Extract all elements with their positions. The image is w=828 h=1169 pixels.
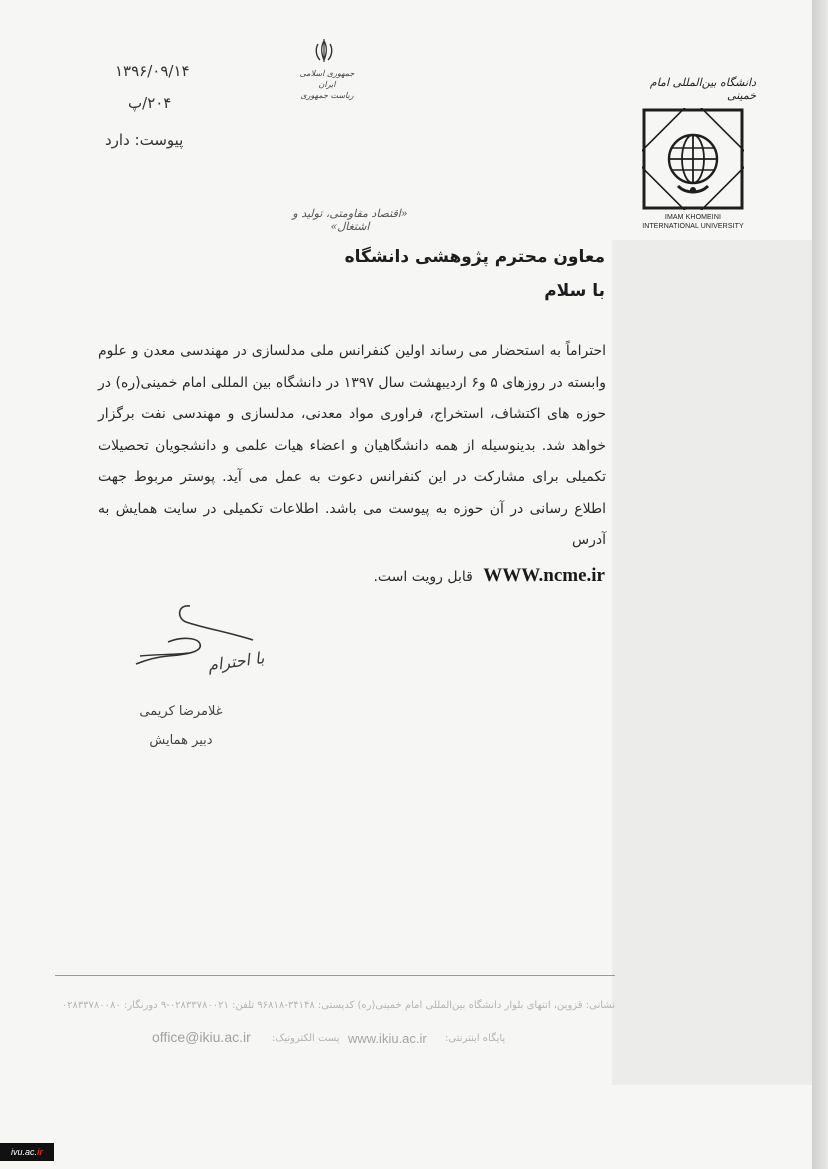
emblem-caption: جمهوری اسلامی ایران ریاست جمهوری (299, 69, 355, 100)
letter-body (98, 336, 606, 557)
footer-website: www.ikiu.ac.ir (348, 1031, 427, 1046)
conference-url: WWW.ncme.ir (483, 565, 605, 586)
footer-website-label: پایگاه اینترنتی: (445, 1033, 506, 1044)
body-paragraph: احتراماً به استحضار می رساند اولین کنفرانس ملی مدلسازی در مهندسی معدن و علوم وابسته در روزهای ۵ و۶ اردیبهشت سال ۱۳۹۷ در دانشگاه بین المللی امام خمینی(ره) در حوزه های اکتشاف، استخراج، فراوری مواد معدنی، مدلسازی و مهندسی نفت برگزار خواهد شد. بدینوسیله از همه دانشگاهیان و اعضاء هیات علمی و دانشجویان تحصیلات تکمیلی برای مشارکت در این کنفرانس دعوت به عمل می آید. پوستر مربوط جهت اطلاع رسانی در آن حوزه به پیوست می باشد. اطلاعات تکمیلی در سایت همایش به آدرس (98, 343, 606, 548)
closing-text: قابل رویت است. (373, 569, 473, 585)
letter-attachment: پیوست: دارد (105, 131, 184, 149)
slogan: «اقتصاد مقاومتی، تولید و اشتغال» (292, 207, 408, 233)
footer-email: office@ikiu.ac.ir (152, 1029, 251, 1045)
footer-address: نشانی: قزوین، انتهای بلوار دانشگاه بین‌المللی امام خمینی(ره) کدپستی: ۳۴۱۴۸-۹۶۸۱۸ تلفن: ۰۲۸۳۳۷۸۰۰۲۱-۹ دورنگار: ۰۲۸۳۳۷۸۰۰۸۰ (61, 1000, 615, 1011)
university-name-en (628, 213, 758, 231)
university-name-en-line2: INTERNATIONAL UNIVERSITY (642, 223, 744, 230)
signatory-title: دبیر همایش (149, 733, 213, 748)
letter-number: ۲۰۴/پ (128, 94, 172, 112)
signatory-name: غلامرضا کریمی (139, 704, 223, 719)
handwritten-signature (128, 598, 278, 698)
signature-respect: با احترام (206, 648, 266, 675)
letter-date: ۱۳۹۶/۰۹/۱۴ (115, 62, 190, 80)
letter-closing (340, 563, 605, 590)
right-margin-strip (612, 240, 812, 1085)
footer-divider (55, 975, 615, 976)
page-edge (812, 0, 828, 1169)
watermark-suffix: ir (37, 1147, 44, 1157)
greeting: با سلام (544, 281, 605, 301)
university-name-fa: دانشگاه بین‌المللی امام خمینی (649, 76, 756, 102)
recipient: معاون محترم پژوهشی دانشگاه (344, 247, 605, 267)
footer-email-label: پست الکترونیک: (272, 1033, 340, 1044)
watermark-prefix: ivu.ac. (10, 1147, 37, 1157)
iran-emblem-icon (311, 38, 337, 64)
site-watermark (0, 1143, 54, 1161)
university-name-en-line1: IMAM KHOMEINI (664, 214, 722, 221)
imam-khomeini-university-globe-icon (642, 108, 744, 210)
